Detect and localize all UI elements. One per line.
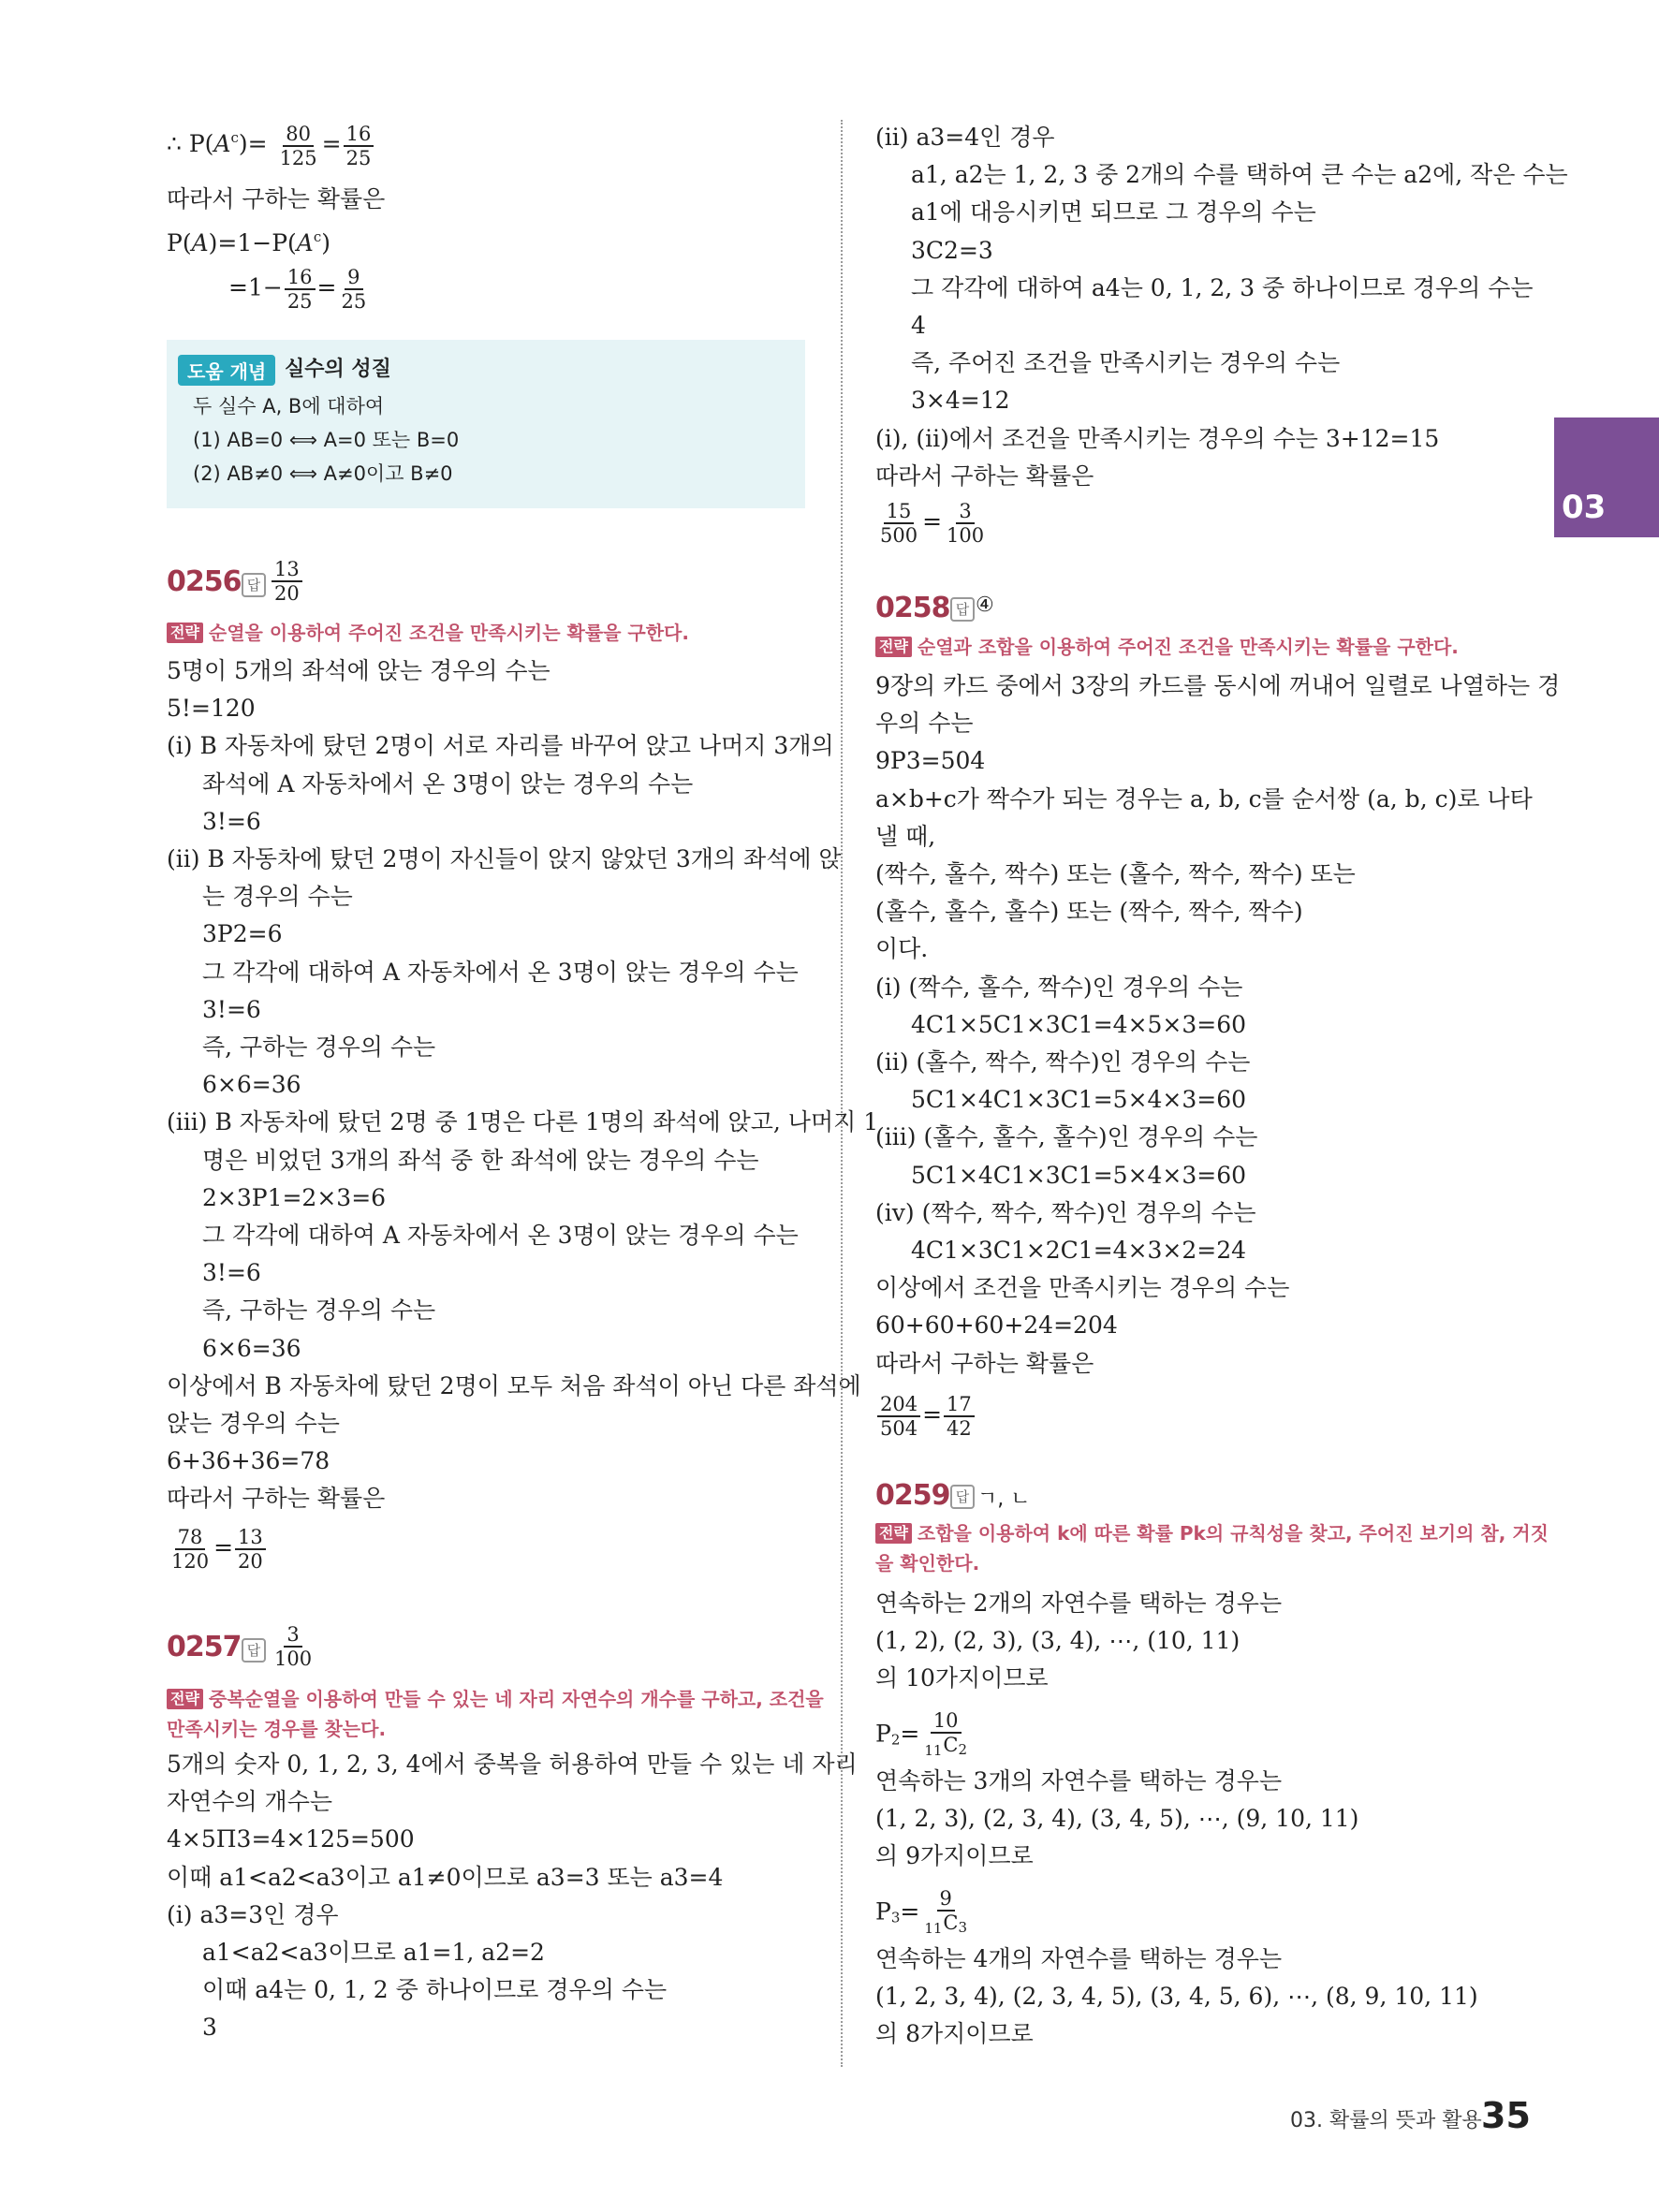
text-line: 의 8가지이므로 xyxy=(875,2020,1034,2047)
solution-line: a1<a2<a3이므로 a1=1, a2=2 xyxy=(202,1939,545,1966)
problem-number: 0258 xyxy=(875,592,950,624)
solution-line: (ⅰ) a3=3인 경우 xyxy=(167,1900,339,1928)
text-line: (1, 2, 3), (2, 3, 4), (3, 4, 5), ⋯, (9, 10, 11) xyxy=(875,1805,1359,1832)
fraction: $\frac{16}{25}$ xyxy=(344,123,374,169)
solution-line: 우의 수는 xyxy=(875,710,974,738)
solution-line: (짝수, 홀수, 짝수) 또는 (홀수, 짝수, 짝수) 또는 xyxy=(875,860,1356,887)
text-line: (1, 2), (2, 3), (3, 4), ⋯, (10, 11) xyxy=(875,1627,1241,1654)
strategy-line: 을 확인한다. xyxy=(875,1552,980,1575)
solution-line: a×b+c가 짝수가 되는 경우는 a, b, c를 순서쌍 (a, b, c)로 나타 xyxy=(875,784,1533,813)
solution-line: 즉, 구하는 경우의 수는 xyxy=(202,1296,436,1325)
solution-line: 자연수의 개수는 xyxy=(167,1788,332,1816)
solution-line: 2×3P1=2×3=6 xyxy=(202,1183,387,1211)
solution-line: 6×6=36 xyxy=(202,1071,301,1099)
text-line: (1, 2, 3, 4), (2, 3, 4, 5), (3, 4, 5, 6), ⋯, (8, 9, 10, 11) xyxy=(875,1983,1478,2010)
solution-line: (ⅳ) (짝수, 짝수, 짝수)인 경우의 수는 xyxy=(875,1198,1256,1226)
solution-line: (ⅱ) (홀수, 짝수, 짝수)인 경우의 수는 xyxy=(875,1048,1251,1076)
strategy-line: 전략 조합을 이용하여 k에 따른 확률 Pk의 규칙성을 찾고, 주어진 보기의 참, 거짓 xyxy=(875,1519,1549,1547)
strategy-line: 전략 순열과 조합을 이용하여 주어진 조건을 만족시키는 확률을 구한다. xyxy=(875,633,1459,661)
solution-line: (ⅲ) B 자동차에 탔던 2명 중 1명은 다른 1명의 좌석에 앉고, 나머지 1 xyxy=(167,1108,879,1136)
fraction: $\frac{80}{125}$ xyxy=(279,122,317,169)
column-divider xyxy=(841,120,843,2067)
solution-line: 3P2=6 xyxy=(202,920,283,948)
strategy-line: 만족시키는 경우를 찾는다. xyxy=(167,1718,387,1740)
strategy-line: 전략 순열을 이용하여 주어진 조건을 만족시키는 확률을 구한다. xyxy=(167,619,689,647)
text-line: 연속하는 2개의 자연수를 택하는 경우는 xyxy=(875,1589,1283,1617)
solution-line: (ⅱ) B 자동차에 탔던 2명이 자신들이 앉지 않았던 3개의 좌석에 앉 xyxy=(167,845,842,872)
solution-line: 좌석에 A 자동차에서 온 3명이 앉는 경우의 수는 xyxy=(202,769,694,798)
solution-line: (ⅱ) a3=4인 경우 xyxy=(875,124,1055,151)
solution-line: 6+36+36=78 xyxy=(167,1447,330,1475)
solution-line: 4C1×5C1×3C1=4×5×3=60 xyxy=(911,1010,1247,1038)
answer-icon: 답 xyxy=(950,597,975,622)
chapter-tab: 03 xyxy=(1554,417,1659,537)
solution-line: 이상에서 B 자동차에 탔던 2명이 모두 처음 좌석이 아닌 다른 좌석에 xyxy=(167,1371,861,1399)
text-line: 연속하는 3개의 자연수를 택하는 경우는 xyxy=(875,1767,1283,1795)
page-number: 35 xyxy=(1481,2095,1531,2136)
final-fraction: $\frac{15}{500}$ = $\frac{3}{100}$ xyxy=(880,500,985,547)
problem-number: 0259 xyxy=(875,1479,950,1512)
solution-line: 즉, 주어진 조건을 만족시키는 경우의 수는 xyxy=(911,349,1341,377)
strategy-chip: 전략 xyxy=(875,1523,912,1544)
text-line: 의 9가지이므로 xyxy=(875,1842,1034,1869)
text-line: 의 10가지이므로 xyxy=(875,1664,1049,1692)
concept-box xyxy=(167,340,805,508)
answer-icon: 답 xyxy=(242,1638,266,1663)
solution-line: 4C1×3C1×2C1=4×3×2=24 xyxy=(911,1237,1247,1264)
probability-result-line: =1− $\frac{16}{25}$ = $\frac{9}{25}$ xyxy=(228,266,371,313)
probability-line: $P(A)=1-P(A^c)$ xyxy=(167,228,331,256)
fraction: $\frac{16}{25}$ xyxy=(285,266,316,313)
answer: ㄱ, ㄴ xyxy=(977,1487,1031,1511)
concept-tag: 도움 개념 xyxy=(178,355,275,386)
final-fraction: $\frac{78}{120}$ = $\frac{13}{20}$ xyxy=(167,1526,268,1573)
solution-line: 5개의 숫자 0, 1, 2, 3, 4에서 중복을 허용하여 만들 수 있는 네 자리 xyxy=(167,1751,858,1778)
solution-line: (홀수, 홀수, 홀수) 또는 (짝수, 짝수, 짝수) xyxy=(875,898,1303,926)
strategy-chip: 전략 xyxy=(167,1689,203,1709)
solution-line: 60+60+60+24=204 xyxy=(875,1311,1118,1340)
solution-line: 3C2=3 xyxy=(911,236,993,264)
solution-line: 3×4=12 xyxy=(911,387,1010,415)
solution-line: 그 각각에 대하여 A 자동차에서 온 3명이 앉는 경우의 수는 xyxy=(202,1222,799,1249)
solution-line: 이상에서 조건을 만족시키는 경우의 수는 xyxy=(875,1274,1290,1302)
solution-line: (ⅲ) (홀수, 홀수, 홀수)인 경우의 수는 xyxy=(875,1123,1258,1151)
final-fraction: $\frac{204}{504}$ = $\frac{17}{42}$ xyxy=(875,1393,976,1440)
solution-line: (ⅰ) B 자동차에 탔던 2명이 서로 자리를 바꾸어 앉고 나머지 3개의 xyxy=(167,732,834,760)
solution-line: 3!=6 xyxy=(202,1259,261,1287)
solution-line: 낼 때, xyxy=(875,822,936,850)
strategy-chip: 전략 xyxy=(875,637,912,657)
solution-line: 이때 a4는 0, 1, 2 중 하나이므로 경우의 수는 xyxy=(202,1976,668,2004)
solution-line: 앉는 경우의 수는 xyxy=(167,1410,340,1437)
solution-line: 4×5Π3=4×125=500 xyxy=(167,1825,415,1853)
solution-line: 3 xyxy=(202,2014,217,2042)
answer: ④ xyxy=(976,593,994,617)
solution-line: 이때 a1<a2<a3이고 a1≠0이므로 a3=3 또는 a3=4 xyxy=(167,1863,724,1891)
answer: $\frac{3}{100}$ xyxy=(274,1623,313,1670)
solution-line: 즉, 구하는 경우의 수는 xyxy=(202,1033,436,1061)
solution-line: 4 xyxy=(911,312,926,339)
solution-line: 는 경우의 수는 xyxy=(202,883,353,911)
solution-line: 따라서 구하는 확률은 xyxy=(875,461,1094,490)
solution-line: a1, a2는 1, 2, 3 중 2개의 수를 택하여 큰 수는 a2에, 작은 수는 xyxy=(911,161,1568,189)
solution-line: 3!=6 xyxy=(202,995,261,1023)
concept-title: 실수의 성질 xyxy=(285,358,391,381)
answer-icon: 답 xyxy=(242,573,266,597)
p2-formula: $P_2=$ $\frac{10}{11C_2}$ xyxy=(875,1709,968,1759)
text-line: 따라서 구하는 확률은 xyxy=(167,185,386,212)
complement-probability-line: ∴ $P(A^c)=$ $\frac{80}{125}$ = $\frac{16}{25}$ xyxy=(167,122,375,169)
solution-line: 3!=6 xyxy=(202,807,261,835)
problem-number: 0257 xyxy=(167,1631,242,1663)
answer: $\frac{13}{20}$ xyxy=(270,558,304,605)
answer-icon: 답 xyxy=(950,1485,975,1509)
solution-line: 그 각각에 대하여 a4는 0, 1, 2, 3 중 하나이므로 경우의 수는 xyxy=(911,273,1534,301)
p3-formula: $P_3=$ $\frac{9}{11C_3}$ xyxy=(875,1887,968,1937)
solution-line: (ⅰ), (ⅱ)에서 조건을 만족시키는 경우의 수는 3+12=15 xyxy=(875,424,1440,452)
solution-line: 5!=120 xyxy=(167,695,256,723)
solution-line: a1에 대응시키면 되므로 그 경우의 수는 xyxy=(911,198,1316,227)
solution-line: 9P3=504 xyxy=(875,747,986,775)
strategy-chip: 전략 xyxy=(167,623,203,643)
solution-line: 9장의 카드 중에서 3장의 카드를 동시에 꺼내어 일렬로 나열하는 경 xyxy=(875,672,1561,699)
solution-line: 따라서 구하는 확률은 xyxy=(167,1485,386,1513)
fraction: $\frac{9}{25}$ xyxy=(341,266,367,313)
footer-chapter-title: 03. 확률의 뜻과 활용 xyxy=(1290,2109,1482,2132)
solution-line: (ⅰ) (짝수, 홀수, 짝수)인 경우의 수는 xyxy=(875,973,1243,1001)
solution-line: 6×6=36 xyxy=(202,1334,301,1362)
problem-number: 0256 xyxy=(167,565,242,598)
concept-line: (1) AB=0 ⟺ A=0 또는 B=0 xyxy=(193,429,460,451)
strategy-line: 전략 중복순열을 이용하여 만들 수 있는 네 자리 자연수의 개수를 구하고, 조건을 xyxy=(167,1685,824,1713)
solution-line: 명은 비었던 3개의 좌석 중 한 좌석에 앉는 경우의 수는 xyxy=(202,1146,759,1174)
concept-line: (2) AB≠0 ⟺ A≠0이고 B≠0 xyxy=(193,462,453,485)
solution-line: 5명이 5개의 좌석에 앉는 경우의 수는 xyxy=(167,657,551,684)
solution-line: 5C1×4C1×3C1=5×4×3=60 xyxy=(911,1161,1247,1189)
solution-line: 따라서 구하는 확률은 xyxy=(875,1349,1094,1377)
text-line: 연속하는 4개의 자연수를 택하는 경우는 xyxy=(875,1945,1283,1972)
solution-line: 이다. xyxy=(875,935,929,963)
solution-line: 5C1×4C1×3C1=5×4×3=60 xyxy=(911,1086,1247,1114)
concept-line: 두 실수 A, B에 대하여 xyxy=(193,395,385,417)
solution-line: 그 각각에 대하여 A 자동차에서 온 3명이 앉는 경우의 수는 xyxy=(202,958,799,986)
